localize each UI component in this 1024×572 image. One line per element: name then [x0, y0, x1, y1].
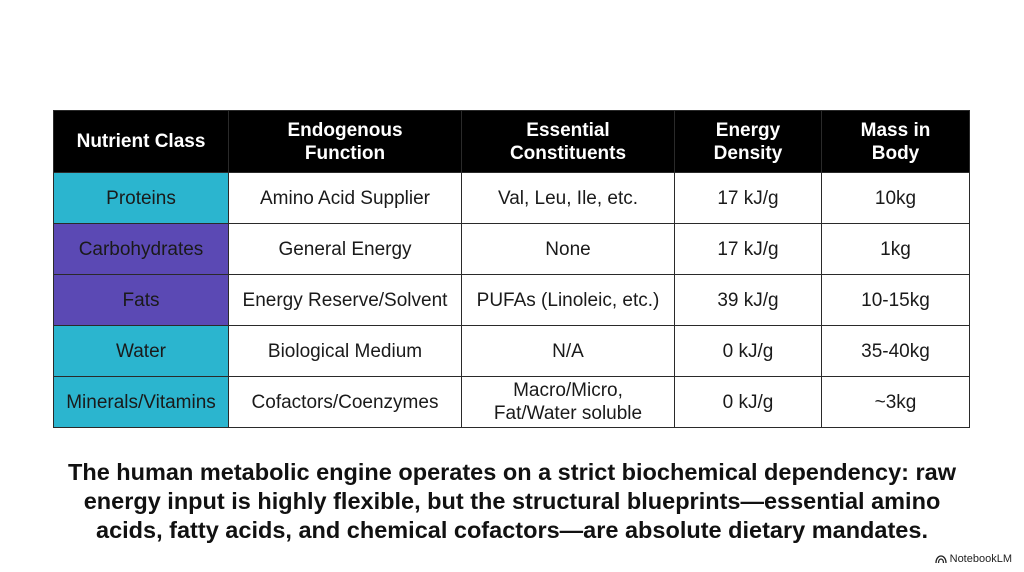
constituents-cell [462, 275, 675, 326]
nutrient-class-cell: Proteins [54, 173, 229, 224]
function-cell: Amino Acid Supplier [229, 173, 462, 224]
constituents-line: N/A [552, 340, 584, 362]
header-line: Energy [715, 119, 781, 141]
function-cell: Energy Reserve/Solvent [229, 275, 462, 326]
energy-density-cell: 39 kJ/g [675, 275, 822, 326]
header-line: Endogenous [287, 119, 403, 141]
function-cell: Cofactors/Coenzymes [229, 377, 462, 428]
constituents-line: PUFAs (Linoleic, etc.) [476, 289, 660, 311]
mass-cell: 35-40kg [822, 326, 970, 377]
nutrient-class-cell: Carbohydrates [54, 224, 229, 275]
header-line: Mass in [860, 119, 931, 141]
mass-cell: 10-15kg [822, 275, 970, 326]
header-line: Function [304, 142, 386, 164]
nutrient-class-cell: Water [54, 326, 229, 377]
header-nutrient-class [54, 111, 229, 173]
header-line: Nutrient Class [76, 131, 206, 152]
energy-density-cell: 0 kJ/g [675, 377, 822, 428]
constituents-line: Macro/Micro, [513, 380, 623, 401]
nutrient-table-container [53, 110, 969, 428]
notebooklm-watermark [935, 553, 1012, 565]
table-row [54, 326, 970, 377]
mass-cell: ~3kg [822, 377, 970, 428]
constituents-cell [462, 224, 675, 275]
nutrient-table [53, 110, 970, 428]
constituents-line: Fat/Water soluble [493, 403, 643, 424]
header-endogenous-function [229, 111, 462, 173]
summary-caption [40, 458, 984, 545]
energy-density-cell: 17 kJ/g [675, 173, 822, 224]
function-cell: Biological Medium [229, 326, 462, 377]
table-row [54, 377, 970, 428]
constituents-line: Val, Leu, Ile, etc. [497, 187, 639, 209]
caption-line: acids, fatty acids, and chemical cofactors—are absolute dietary mandates. [96, 517, 928, 543]
table-row [54, 173, 970, 224]
constituents-cell [462, 326, 675, 377]
function-cell: General Energy [229, 224, 462, 275]
nutrient-class-cell: Fats [54, 275, 229, 326]
header-line: Body [871, 142, 920, 164]
header-essential-constituents [462, 111, 675, 173]
table-header-row [54, 111, 970, 173]
caption-line: The human metabolic engine operates on a strict biochemical dependency: raw [68, 459, 956, 485]
table-row [54, 224, 970, 275]
header-line: Constituents [509, 142, 627, 164]
brand-label: NotebookLM [949, 553, 1012, 565]
notebooklm-logo-icon [935, 555, 947, 564]
table-row [54, 275, 970, 326]
caption-line: energy input is highly flexible, but the structural blueprints—essential amino [83, 488, 941, 514]
header-line: Density [713, 142, 783, 164]
constituents-line: None [545, 238, 591, 260]
energy-density-cell: 17 kJ/g [675, 224, 822, 275]
mass-cell: 1kg [822, 224, 970, 275]
nutrient-class-cell: Minerals/Vitamins [54, 377, 229, 428]
energy-density-cell: 0 kJ/g [675, 326, 822, 377]
header-line: Essential [526, 119, 610, 141]
constituents-cell [462, 377, 675, 428]
mass-cell: 10kg [822, 173, 970, 224]
header-energy-density [675, 111, 822, 173]
constituents-cell [462, 173, 675, 224]
header-mass-in-body [822, 111, 970, 173]
